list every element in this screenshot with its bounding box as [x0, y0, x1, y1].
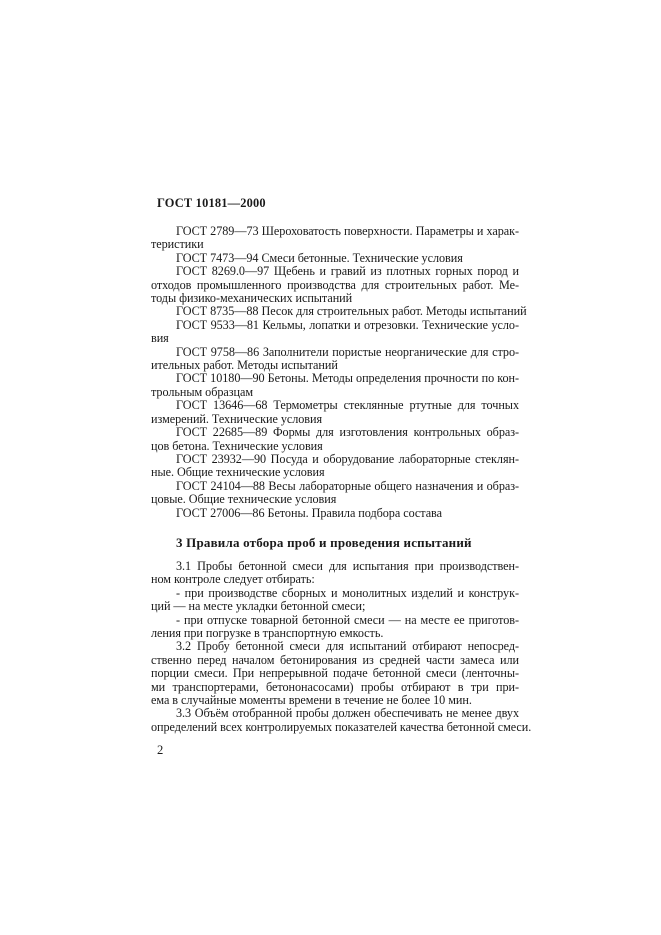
- text-line: ема в случайные моменты времени в течение не более 10 мин.: [151, 693, 472, 707]
- text-line: цов бетона. Технические условия: [151, 438, 323, 453]
- text-line: ные. Общие технические условия: [151, 465, 325, 480]
- text-line: ительных работ. Методы испытаний: [151, 358, 338, 373]
- text-line: ций — на месте укладки бетонной смеси;: [151, 599, 366, 614]
- text-line: трольным образцам: [151, 384, 254, 399]
- references-list: [151, 224, 527, 520]
- page-number: 2: [157, 743, 164, 758]
- text-line: ГОСТ 8735—88 Песок для строительных работ. Методы испытаний: [176, 304, 527, 319]
- text-line: отходов промышленного производства для строительных работ. Ме-: [151, 277, 519, 292]
- text-line: теристики: [151, 237, 204, 252]
- text-line: ственно перед началом бетонирования из средней части замеса или: [151, 652, 519, 667]
- text-line: ном контроле следует отбирать:: [151, 572, 315, 587]
- text-line: ГОСТ 2789—73 Шероховатость поверхности. Параметры и харак-: [176, 224, 519, 238]
- text-line: тоды физико-механических испытаний: [151, 291, 353, 306]
- text-line: ГОСТ 10180—90 Бетоны. Методы определения прочности по кон-: [176, 371, 519, 386]
- text-line: ГОСТ 9758—86 Заполнители пористые неорганические для стро-: [176, 344, 519, 359]
- section-body: [151, 558, 532, 734]
- text-line: цовые. Общие технические условия: [151, 492, 337, 507]
- section-heading: 3 Правила отбора проб и проведения испытаний: [176, 534, 472, 550]
- text-column: [151, 196, 532, 758]
- text-line: ГОСТ 9533—81 Кельмы, лопатки и отрезовки. Технические усло-: [176, 317, 519, 332]
- text-line: ми транспортерами, бетононасосами) пробы отбирают в три при-: [151, 679, 519, 694]
- text-line: - при отпуске товарной бетонной смеси — на месте ее приготов-: [176, 612, 519, 627]
- text-line: ГОСТ 8269.0—97 Щебень и гравий из плотных горных пород и: [176, 264, 519, 279]
- text-line: порции смеси. При непрерывной подаче бетонной смеси (ленточны-: [151, 666, 519, 681]
- text-line: ГОСТ 7473—94 Смеси бетонные. Технические условия: [176, 250, 463, 265]
- text-line: определений всех контролируемых показателей качества бетонной смеси.: [151, 719, 532, 734]
- text-line: вия: [151, 331, 169, 346]
- text-line: ГОСТ 13646—68 Термометры стеклянные ртутные для точных: [176, 398, 519, 413]
- text-line: ления при погрузке в транспортную емкость.: [151, 625, 384, 640]
- running-header: ГОСТ 10181—2000: [157, 196, 266, 210]
- text-line: ГОСТ 27006—86 Бетоны. Правила подбора состава: [176, 505, 442, 520]
- text-line: - при производстве сборных и монолитных изделий и конструк-: [176, 585, 519, 600]
- text-line: 3.2 Пробу бетонной смеси для испытаний отбирают непосред-: [176, 639, 519, 654]
- text-line: измерений. Технические условия: [151, 411, 323, 426]
- text-line: 3.3 Объём отобранной пробы должен обеспечивать не менее двух: [176, 706, 519, 721]
- text-line: 3.1 Пробы бетонной смеси для испытания при производствен-: [176, 558, 519, 573]
- text-line: ГОСТ 24104—88 Весы лабораторные общего назначения и образ-: [176, 478, 519, 493]
- text-line: ГОСТ 23932—90 Посуда и оборудование лабораторные стеклян-: [176, 451, 519, 466]
- text-line: ГОСТ 22685—89 Формы для изготовления контрольных образ-: [176, 425, 519, 440]
